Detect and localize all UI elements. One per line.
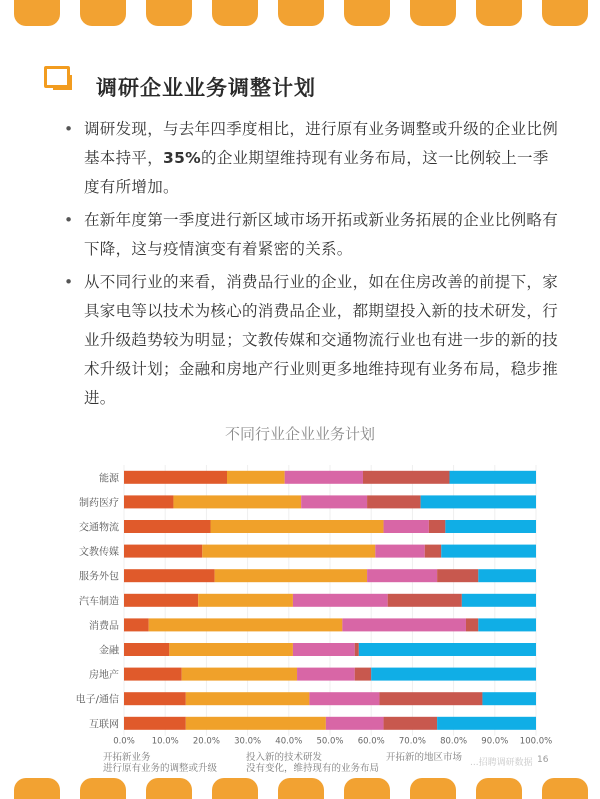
bar-segment	[124, 471, 227, 484]
legend-item-new-business: 开拓新业务	[103, 752, 151, 763]
category-label: 汽车制造	[79, 596, 119, 608]
bar-segment	[384, 520, 429, 533]
bar-segment	[124, 569, 215, 582]
source-note: ...招聘调研数据	[470, 758, 533, 768]
legend-item-adjust-upgrade: 进行原有业务的调整或升级	[103, 763, 218, 774]
bar-segment	[124, 668, 182, 681]
bar-segment	[211, 520, 384, 533]
chart-title: 不同行业企业业务计划	[224, 425, 375, 443]
category-label: 电子/通信	[75, 694, 119, 706]
bar-segment	[124, 643, 169, 656]
x-tick-label: 60.0%	[357, 736, 385, 747]
bar-segment	[449, 471, 536, 484]
legend-item-no-change: 没有变化，维持现有的业务布局	[246, 763, 380, 774]
x-tick-label: 10.0%	[151, 736, 179, 747]
bullet-text: 调研发现，与去年四季度相比，进行原有业务调整或升级的企业比例基本持平，	[84, 120, 559, 167]
bar-segment	[124, 545, 202, 558]
x-tick-label: 100.0%	[519, 736, 553, 747]
bar-segment	[124, 692, 186, 705]
bar-segment	[478, 569, 536, 582]
page-number: 16	[537, 755, 549, 765]
legend-column-3	[386, 752, 462, 763]
category-label: 金融	[99, 645, 119, 657]
category-label: 交通物流	[79, 522, 119, 534]
bar-segment	[297, 668, 355, 681]
bar-segment	[342, 618, 466, 631]
x-tick-label: 80.0%	[440, 736, 468, 747]
x-tick-label: 90.0%	[481, 736, 509, 747]
category-label: 互联网	[89, 719, 119, 731]
category-label: 文教传媒	[79, 547, 119, 559]
bar-segment	[301, 495, 367, 508]
bar-segment	[437, 717, 536, 730]
bar-segment	[285, 471, 363, 484]
bullet-highlight: 35%	[163, 149, 202, 167]
bar-segment	[124, 717, 186, 730]
bar-segment	[173, 495, 301, 508]
category-label: 制药医疗	[79, 497, 119, 509]
bar-segment	[227, 471, 285, 484]
bar-segment	[425, 545, 441, 558]
category-label: 消费品	[89, 620, 119, 632]
bar-segment	[169, 643, 293, 656]
x-tick-label: 70.0%	[398, 736, 426, 747]
bar-segment	[182, 668, 297, 681]
bar-segment	[355, 643, 359, 656]
bar-segment	[367, 495, 421, 508]
bar-segment	[462, 594, 536, 607]
bar-segment	[124, 495, 173, 508]
bar-segment	[355, 668, 371, 681]
bar-segment	[215, 569, 367, 582]
x-tick-label: 20.0%	[192, 736, 220, 747]
bullet-text: 的企业期望维持现有业务布局，这一比例较上一季度有所增加。	[84, 149, 549, 196]
category-label: 房地产	[89, 670, 119, 682]
category-label: 服务外包	[79, 571, 119, 583]
bar-segment	[437, 569, 478, 582]
bar-segment	[149, 618, 343, 631]
bar-segment	[124, 618, 149, 631]
bullet-text: 在新年度第一季度进行新区域市场开拓或新业务拓展的企业比例略有下降，这与疫情演变有着紧密的关系。	[84, 211, 559, 258]
bar-segment	[466, 618, 478, 631]
legend-column-2	[246, 752, 379, 774]
bar-segment	[388, 594, 462, 607]
legend-column-1	[103, 752, 217, 774]
bar-segment	[379, 692, 482, 705]
bar-segment	[421, 495, 536, 508]
bar-segment	[478, 618, 536, 631]
bar-segment	[482, 692, 536, 705]
legend-item-new-region: 开拓新的地区市场	[386, 752, 463, 763]
x-tick-label: 40.0%	[275, 736, 303, 747]
bar-segment	[445, 520, 536, 533]
bar-segment	[371, 668, 536, 681]
bar-segment	[367, 569, 437, 582]
bar-segment	[293, 643, 355, 656]
x-tick-label: 50.0%	[316, 736, 344, 747]
bar-segment	[124, 520, 211, 533]
bar-segment	[384, 717, 438, 730]
bar-segment	[363, 471, 450, 484]
bar-segment	[309, 692, 379, 705]
bar-segment	[124, 594, 198, 607]
bar-segment	[202, 545, 375, 558]
bar-segment	[441, 545, 536, 558]
category-label: 能源	[99, 473, 119, 485]
bar-segment	[359, 643, 536, 656]
bullet-text: 从不同行业的来看，消费品行业的企业，如在住房改善的前提下，家具家电等以技术为核心的消费品企业，都期望投入新的技术研发，行业升级趋势较为明显；文教传媒和交通物流行业也有进一步的新的技术升级计划；金融和房地产行业则更多地维持现有业务布局，稳步推进。	[84, 273, 559, 407]
bar-segment	[186, 717, 326, 730]
page-title: 调研企业业务调整计划	[96, 76, 316, 100]
bar-segment	[429, 520, 445, 533]
bar-segment	[375, 545, 424, 558]
bar-segment	[326, 717, 384, 730]
legend-item-tech-rd: 投入新的技术研发	[246, 752, 323, 763]
x-tick-label: 30.0%	[234, 736, 262, 747]
bar-segment	[186, 692, 310, 705]
bar-segment	[198, 594, 293, 607]
bar-segment	[293, 594, 388, 607]
x-tick-label: 0.0%	[113, 736, 135, 747]
